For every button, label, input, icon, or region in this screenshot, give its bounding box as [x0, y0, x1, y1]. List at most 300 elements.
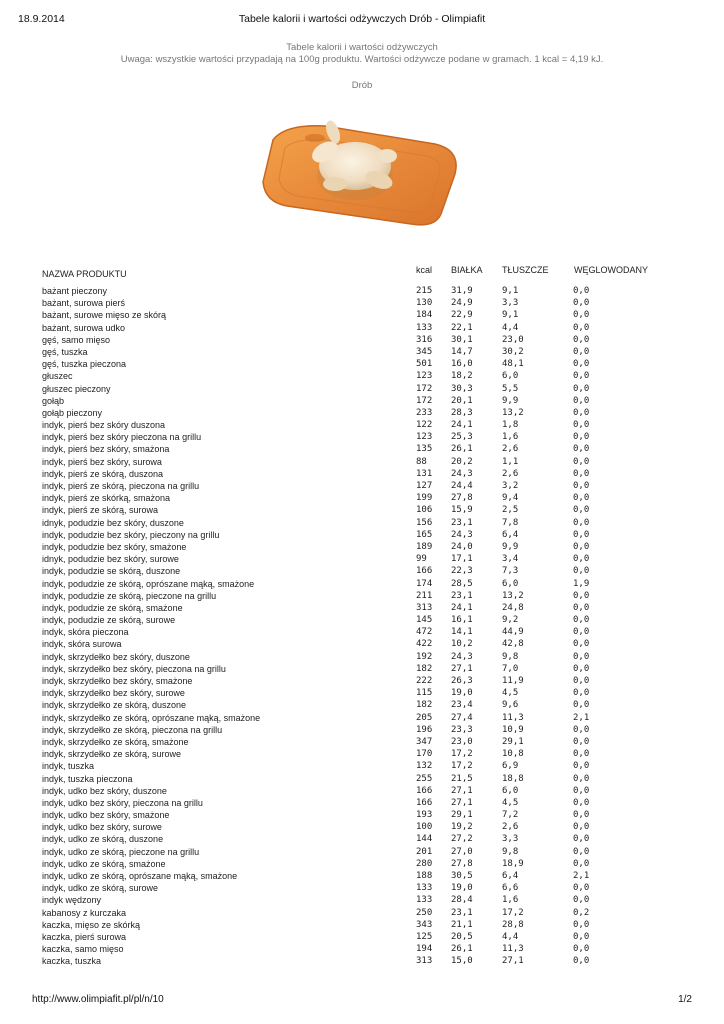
- kcal-value: 196: [416, 724, 433, 735]
- kcal-value: 182: [416, 663, 433, 674]
- carbs-value: 0,0: [573, 822, 590, 833]
- carbs-value: 0,0: [573, 541, 590, 552]
- carbs-value: 0,0: [573, 395, 590, 406]
- product-name: indyk, udko bez skóry, smażone: [42, 810, 170, 821]
- protein-value: 26,1: [451, 444, 473, 455]
- table-row: [42, 346, 633, 358]
- protein-value: 27,0: [451, 846, 473, 857]
- product-name: gęś, samo mięso: [42, 334, 111, 345]
- product-name: indyk, podudzie ze skórą, smażone: [42, 602, 183, 613]
- table-row: [42, 529, 633, 541]
- fat-value: 1,8: [502, 420, 519, 431]
- product-name: kaczka, samo mięso: [42, 944, 124, 955]
- kcal-value: 133: [416, 895, 433, 906]
- column-header-carbs: WĘGLOWODANY: [574, 265, 649, 275]
- fat-value: 28,8: [502, 919, 524, 930]
- fat-value: 7,8: [502, 517, 519, 528]
- kcal-value: 172: [416, 395, 433, 406]
- product-name: indyk, podudzie ze skórą, oprószane mąką, smażone: [42, 578, 255, 589]
- kcal-value: 172: [416, 383, 433, 394]
- fat-value: 4,5: [502, 797, 519, 808]
- table-row: [42, 699, 633, 711]
- table-row: [42, 565, 633, 577]
- protein-value: 20,5: [451, 931, 473, 942]
- table-row: [42, 748, 633, 760]
- product-name: indyk, podudzie bez skóry, smażone: [42, 541, 187, 552]
- table-row: [42, 602, 633, 614]
- protein-value: 23,0: [451, 736, 473, 747]
- product-name: indyk, skrzydełko bez skóry, surowe: [42, 688, 185, 699]
- protein-value: 16,1: [451, 615, 473, 626]
- carbs-value: 0,0: [573, 676, 590, 686]
- carbs-value: 0,0: [573, 346, 590, 357]
- table-row: [42, 638, 633, 650]
- fat-value: 4,4: [502, 322, 519, 333]
- fat-value: 6,0: [502, 371, 519, 382]
- carbs-value: 0,0: [573, 383, 590, 394]
- product-name: indyk, skrzydełko ze skórą, duszone: [42, 700, 187, 711]
- table-row: [42, 712, 633, 724]
- table-row: [42, 882, 633, 894]
- fat-value: 10,9: [502, 724, 524, 735]
- protein-value: 30,5: [451, 871, 473, 881]
- fat-value: 6,9: [502, 761, 519, 772]
- fat-value: 17,2: [502, 907, 524, 918]
- protein-value: 24,1: [451, 602, 473, 613]
- product-name: indyk, udko bez skóry, surowe: [42, 822, 162, 833]
- kcal-value: 222: [416, 676, 433, 686]
- table-row: [42, 626, 633, 638]
- fat-value: 11,3: [502, 944, 524, 955]
- table-row: [42, 821, 633, 833]
- table-row: [42, 492, 633, 504]
- table-row: [42, 553, 633, 565]
- product-name: indyk, udko bez skóry, pieczona na grillu: [42, 797, 203, 808]
- kcal-value: 165: [416, 529, 433, 540]
- carbs-value: 0,0: [573, 554, 590, 565]
- table-row: [42, 358, 633, 370]
- product-name: gęś, tuszka: [42, 346, 88, 357]
- product-name: indyk, skrzydełko bez skóry, duszone: [42, 651, 190, 662]
- fat-value: 3,3: [502, 834, 519, 845]
- table-row: [42, 943, 633, 955]
- fat-value: 24,8: [502, 602, 524, 613]
- table-row: [42, 809, 633, 821]
- protein-value: 14,7: [451, 346, 473, 357]
- product-name: indyk, pierś ze skórą, surowa: [42, 505, 159, 516]
- product-name: indyk, skrzydełko ze skórą, oprószane mąką, smażone: [42, 712, 261, 723]
- fat-value: 4,5: [502, 688, 519, 699]
- protein-value: 23,1: [451, 517, 473, 528]
- protein-value: 22,9: [451, 310, 473, 321]
- table-row: [42, 322, 633, 334]
- protein-value: 15,9: [451, 505, 473, 516]
- fat-value: 1,6: [502, 895, 519, 906]
- carbs-value: 0,0: [573, 931, 590, 942]
- protein-value: 14,1: [451, 627, 473, 638]
- table-row: [42, 907, 633, 919]
- fat-value: 4,4: [502, 931, 519, 942]
- kcal-value: 99: [416, 554, 427, 565]
- table-row: [42, 407, 633, 419]
- protein-value: 21,5: [451, 773, 473, 784]
- fat-value: 48,1: [502, 359, 524, 370]
- carbs-value: 0,0: [573, 590, 590, 601]
- fat-value: 6,4: [502, 871, 519, 881]
- page-subtitle: Tabele kalorii i wartości odżywczych: [286, 42, 438, 53]
- kcal-value: 313: [416, 956, 433, 967]
- carbs-value: 0,0: [573, 468, 590, 479]
- carbs-value: 0,0: [573, 627, 590, 638]
- carbs-value: 0,2: [573, 907, 590, 918]
- product-name: indyk, skrzydełko ze skórą, smażone: [42, 736, 189, 747]
- table-row: [42, 919, 633, 931]
- kcal-value: 106: [416, 505, 433, 516]
- fat-value: 6,4: [502, 529, 519, 540]
- fat-value: 9,2: [502, 615, 519, 626]
- table-row: [42, 334, 633, 346]
- carbs-value: 0,0: [573, 773, 590, 784]
- product-name: kabanosy z kurczaka: [42, 907, 127, 918]
- kcal-value: 130: [416, 298, 433, 309]
- protein-value: 27,2: [451, 834, 473, 845]
- carbs-value: 0,0: [573, 858, 590, 869]
- product-name: idnyk, podudzie bez skóry, surowe: [42, 554, 179, 565]
- carbs-value: 0,0: [573, 481, 590, 491]
- carbs-value: 0,0: [573, 407, 590, 418]
- fat-value: 27,1: [502, 956, 524, 967]
- fat-value: 3,3: [502, 298, 519, 309]
- product-name: indyk, podudzie ze skórą, pieczone na grillu: [42, 590, 217, 601]
- fat-value: 6,0: [502, 785, 519, 796]
- product-name: bażant, surowe mięso ze skórą: [42, 310, 167, 321]
- protein-value: 27,1: [451, 663, 473, 674]
- protein-value: 29,1: [451, 810, 473, 821]
- table-row: [42, 578, 633, 590]
- carbs-value: 0,0: [573, 883, 590, 894]
- kcal-value: 188: [416, 871, 433, 881]
- fat-value: 6,0: [502, 578, 519, 589]
- fat-value: 10,8: [502, 749, 524, 760]
- carbs-value: 0,0: [573, 688, 590, 699]
- carbs-value: 0,0: [573, 334, 590, 345]
- kcal-value: 211: [416, 590, 433, 601]
- carbs-value: 0,0: [573, 505, 590, 516]
- carbs-value: 0,0: [573, 529, 590, 540]
- kcal-value: 170: [416, 749, 433, 760]
- table-row: [42, 541, 633, 553]
- protein-value: 18,2: [451, 371, 473, 382]
- carbs-value: 0,0: [573, 566, 590, 577]
- fat-value: 13,2: [502, 407, 524, 418]
- protein-value: 22,3: [451, 566, 473, 577]
- protein-value: 24,3: [451, 468, 473, 479]
- carbs-value: 0,0: [573, 846, 590, 857]
- fat-value: 11,3: [502, 712, 524, 723]
- fat-value: 7,3: [502, 566, 519, 577]
- fat-value: 3,2: [502, 481, 519, 491]
- fat-value: 2,6: [502, 822, 519, 833]
- table-row: [42, 285, 633, 297]
- kcal-value: 166: [416, 797, 433, 808]
- fat-value: 9,1: [502, 310, 519, 321]
- carbs-value: 0,0: [573, 371, 590, 382]
- fat-value: 1,1: [502, 456, 519, 467]
- protein-value: 25,3: [451, 432, 473, 443]
- protein-value: 23,3: [451, 724, 473, 735]
- product-name: bażant, surowa pierś: [42, 298, 126, 309]
- kcal-value: 127: [416, 481, 433, 491]
- product-name: indyk wędzony: [42, 895, 102, 906]
- product-name: indyk, pierś bez skóry, smażona: [42, 444, 170, 455]
- protein-value: 27,8: [451, 493, 473, 504]
- protein-value: 17,2: [451, 761, 473, 772]
- protein-value: 27,4: [451, 712, 473, 723]
- fat-value: 9,9: [502, 541, 519, 552]
- protein-value: 23,1: [451, 590, 473, 601]
- kcal-value: 422: [416, 639, 433, 650]
- carbs-value: 0,0: [573, 310, 590, 321]
- product-name: indyk, podudzie bez skóry, pieczony na grillu: [42, 529, 220, 540]
- table-row: [42, 736, 633, 748]
- table-row: [42, 395, 633, 407]
- carbs-value: 0,0: [573, 724, 590, 735]
- product-name: indyk, tuszka pieczona: [42, 773, 133, 784]
- carbs-value: 0,0: [573, 944, 590, 955]
- table-row: [42, 614, 633, 626]
- carbs-value: 0,0: [573, 651, 590, 662]
- product-name: indyk, skóra pieczona: [42, 627, 129, 638]
- kcal-value: 215: [416, 286, 433, 296]
- carbs-value: 2,1: [573, 712, 590, 723]
- protein-value: 20,2: [451, 456, 473, 467]
- nutrition-table: [42, 285, 633, 968]
- carbs-value: 0,0: [573, 956, 590, 967]
- kcal-value: 115: [416, 688, 433, 699]
- product-name: indyk, podudzie se skórą, duszone: [42, 566, 181, 577]
- kcal-value: 182: [416, 700, 433, 711]
- product-name: gołąb pieczony: [42, 407, 103, 418]
- table-row: [42, 419, 633, 431]
- table-row: [42, 858, 633, 870]
- fat-value: 6,6: [502, 883, 519, 894]
- fat-value: 13,2: [502, 590, 524, 601]
- print-date: 18.9.2014: [18, 13, 65, 25]
- protein-value: 26,1: [451, 944, 473, 955]
- product-name: indyk, udko ze skórą, smażone: [42, 858, 166, 869]
- protein-value: 24,3: [451, 651, 473, 662]
- kcal-value: 156: [416, 517, 433, 528]
- carbs-value: 0,0: [573, 639, 590, 650]
- protein-value: 17,2: [451, 749, 473, 760]
- table-row: [42, 724, 633, 736]
- carbs-value: 2,1: [573, 871, 590, 881]
- carbs-value: 0,0: [573, 298, 590, 309]
- fat-value: 2,6: [502, 468, 519, 479]
- table-row: [42, 651, 633, 663]
- carbs-value: 0,0: [573, 420, 590, 431]
- carbs-value: 0,0: [573, 615, 590, 626]
- carbs-value: 0,0: [573, 834, 590, 845]
- fat-value: 3,4: [502, 554, 519, 565]
- product-name: indyk, pierś ze skórą, duszona: [42, 468, 164, 479]
- kcal-value: 135: [416, 444, 433, 455]
- kcal-value: 166: [416, 785, 433, 796]
- carbs-value: 1,9: [573, 578, 590, 589]
- table-row: [42, 297, 633, 309]
- column-header-kcal: kcal: [416, 265, 433, 275]
- product-name: bażant, surowa udko: [42, 322, 126, 333]
- kcal-value: 122: [416, 420, 433, 431]
- product-name: bażant pieczony: [42, 286, 108, 296]
- carbs-value: 0,0: [573, 456, 590, 467]
- protein-value: 17,1: [451, 554, 473, 565]
- kcal-value: 205: [416, 712, 433, 723]
- carbs-value: 0,0: [573, 493, 590, 504]
- fat-value: 9,6: [502, 700, 519, 711]
- table-row: [42, 468, 633, 480]
- table-row: [42, 309, 633, 321]
- carbs-value: 0,0: [573, 432, 590, 443]
- carbs-value: 0,0: [573, 749, 590, 760]
- protein-value: 27,1: [451, 785, 473, 796]
- product-name: indyk, skrzydełko bez skóry, smażone: [42, 676, 193, 686]
- table-row: [42, 504, 633, 516]
- kcal-value: 174: [416, 578, 433, 589]
- fat-value: 23,0: [502, 334, 524, 345]
- protein-value: 27,8: [451, 858, 473, 869]
- kcal-value: 132: [416, 761, 433, 772]
- product-name: indyk, skrzydełko ze skórą, pieczona na grillu: [42, 724, 223, 735]
- kcal-value: 184: [416, 310, 433, 321]
- fat-value: 9,1: [502, 286, 519, 296]
- fat-value: 7,2: [502, 810, 519, 821]
- fat-value: 29,1: [502, 736, 524, 747]
- table-row: [42, 383, 633, 395]
- table-row: [42, 687, 633, 699]
- fat-value: 42,8: [502, 639, 524, 650]
- product-name: indyk, skrzydełko bez skóry, pieczona na grillu: [42, 663, 226, 674]
- kcal-value: 233: [416, 407, 433, 418]
- carbs-value: 0,0: [573, 736, 590, 747]
- table-row: [42, 431, 633, 443]
- carbs-value: 0,0: [573, 286, 590, 296]
- protein-value: 23,4: [451, 700, 473, 711]
- kcal-value: 100: [416, 822, 433, 833]
- product-name: indyk, pierś ze skórą, pieczona na grillu: [42, 481, 200, 491]
- protein-value: 30,3: [451, 383, 473, 394]
- product-name: indyk, pierś bez skóry, surowa: [42, 456, 162, 467]
- carbs-value: 0,0: [573, 700, 590, 711]
- product-name: kaczka, mięso ze skórką: [42, 919, 141, 930]
- carbs-value: 0,0: [573, 444, 590, 455]
- kcal-value: 125: [416, 931, 433, 942]
- footer-url: http://www.olimpiafit.pl/pl/n/10: [32, 994, 164, 1005]
- kcal-value: 280: [416, 858, 433, 869]
- table-row: [42, 760, 633, 772]
- protein-value: 16,0: [451, 359, 473, 370]
- protein-value: 21,1: [451, 919, 473, 930]
- fat-value: 2,6: [502, 444, 519, 455]
- product-name: indyk, podudzie ze skórą, surowe: [42, 615, 176, 626]
- product-name: gołąb: [42, 395, 65, 406]
- table-row: [42, 894, 633, 906]
- column-header-name: NAZWA PRODUKTU: [42, 269, 127, 279]
- carbs-value: 0,0: [573, 359, 590, 370]
- fat-value: 11,9: [502, 676, 524, 686]
- section-title: Drób: [351, 80, 373, 91]
- page-title: Tabele kalorii i wartości odżywczych Drób - Olimpiafit: [238, 13, 486, 25]
- fat-value: 2,5: [502, 505, 519, 516]
- product-name: indyk, pierś bez skóry pieczona na grillu: [42, 432, 202, 443]
- product-name: indyk, skóra surowa: [42, 639, 122, 650]
- product-name: indyk, udko ze skórą, oprószane mąką, smażone: [42, 871, 238, 881]
- product-name: indyk, udko ze skórą, surowe: [42, 883, 159, 894]
- kcal-value: 343: [416, 919, 433, 930]
- carbs-value: 0,0: [573, 797, 590, 808]
- protein-value: 28,3: [451, 407, 473, 418]
- kcal-value: 88: [416, 456, 427, 467]
- product-name: kaczka, tuszka: [42, 956, 102, 967]
- kcal-value: 199: [416, 493, 433, 504]
- protein-value: 19,0: [451, 688, 473, 699]
- kcal-value: 144: [416, 834, 433, 845]
- product-name: gęś, tuszka pieczona: [42, 359, 127, 370]
- kcal-value: 192: [416, 651, 433, 662]
- kcal-value: 313: [416, 602, 433, 613]
- product-name: indyk, udko bez skóry, duszone: [42, 785, 167, 796]
- product-name: głuszec: [42, 371, 73, 382]
- protein-value: 22,1: [451, 322, 473, 333]
- protein-value: 28,5: [451, 578, 473, 589]
- kcal-value: 123: [416, 371, 433, 382]
- protein-value: 24,1: [451, 420, 473, 431]
- fat-value: 18,9: [502, 858, 524, 869]
- table-row: [42, 663, 633, 675]
- page-number: 1/2: [678, 994, 692, 1005]
- product-name: idnyk, podudzie bez skóry, duszone: [42, 517, 184, 528]
- protein-value: 15,0: [451, 956, 473, 967]
- protein-value: 10,2: [451, 639, 473, 650]
- carbs-value: 0,0: [573, 895, 590, 906]
- table-row: [42, 785, 633, 797]
- product-name: indyk, udko ze skórą, pieczone na grillu: [42, 846, 200, 857]
- carbs-value: 0,0: [573, 785, 590, 796]
- protein-value: 24,4: [451, 481, 473, 491]
- table-row: [42, 675, 633, 687]
- product-name: indyk, udko ze skórą, duszone: [42, 834, 164, 845]
- protein-value: 26,3: [451, 676, 473, 686]
- kcal-value: 250: [416, 907, 433, 918]
- carbs-value: 0,0: [573, 810, 590, 821]
- fat-value: 5,5: [502, 383, 519, 394]
- fat-value: 7,0: [502, 663, 519, 674]
- table-row: [42, 590, 633, 602]
- table-row: [42, 846, 633, 858]
- kcal-value: 131: [416, 468, 433, 479]
- table-row: [42, 370, 633, 382]
- product-name: indyk, pierś bez skóry duszona: [42, 420, 166, 431]
- kcal-value: 145: [416, 615, 433, 626]
- product-name: indyk, pierś ze skórką, smażona: [42, 493, 171, 504]
- kcal-value: 501: [416, 359, 433, 370]
- fat-value: 9,8: [502, 651, 519, 662]
- product-name: indyk, tuszka: [42, 761, 95, 772]
- protein-value: 19,2: [451, 822, 473, 833]
- table-row: [42, 517, 633, 529]
- kcal-value: 133: [416, 883, 433, 894]
- table-row: [42, 456, 633, 468]
